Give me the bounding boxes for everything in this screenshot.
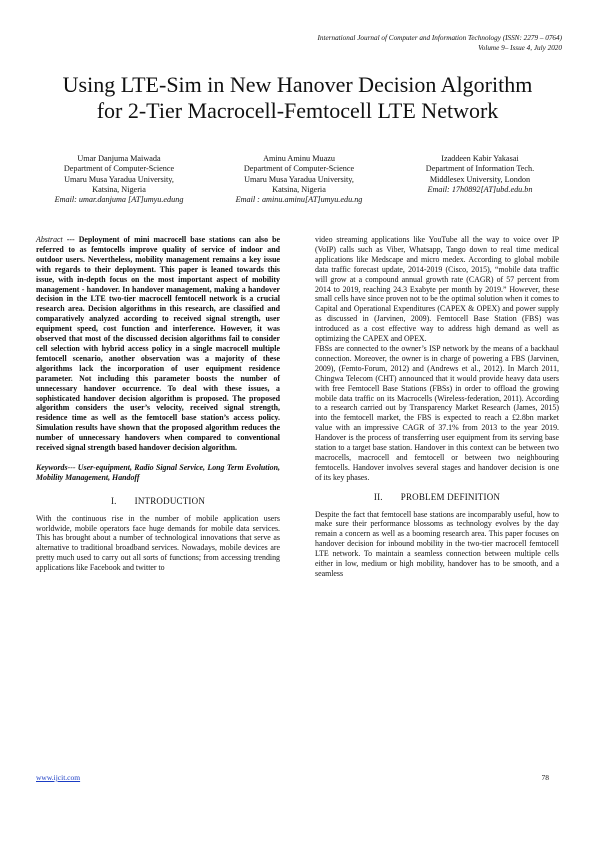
section-heading-introduction <box>36 497 280 507</box>
author-institution: Middlesex University, London <box>429 174 531 184</box>
author-institution: Umaru Musa Yaradua University, <box>64 174 174 184</box>
paper-title <box>20 72 575 124</box>
title-line-1: Using LTE-Sim in New Hanover Decision Algorithm <box>62 72 533 97</box>
problem-paragraph: Despite the fact that femtocell base stations are incomparably useful, how to make sure their performance blossoms as technology evolves by the day remain a concern as well as a booming research area. This paper focuses on handover decision for inbound mobility in the two-tier macrocell femtocell LTE network. To maintain a seamless connection between multiple cells either in low, medium or high mobility, handover has to be smooth, and a seamless <box>315 509 559 578</box>
author-2 <box>214 154 384 205</box>
section-heading-problem-definition <box>315 493 559 503</box>
journal-name: International Journal of Computer and Information Technology (ISSN: 2279 – 0764) <box>317 34 562 42</box>
author-email: Email: 17h0892[AT]ubd.edu.bn <box>427 184 533 194</box>
author-name: Aminu Aminu Muazu <box>263 154 335 163</box>
intro-paragraph-cont: video streaming applications like YouTube all the way to voice over IP (VoIP) calls such as Viber, Whatsapp, Tango down to real time medical applications like Medscape and micro medex. According to global mobile data traffic forecast update, 2014-2019 (Cisco, 2015), “mobile data traffic will grow at a compound annual growth rate (CAGR) of 57 percent from 2014 to 2019, reaching 24.3 Exabyte per month by 2019.” However, these small cells have since proven not to be the optimal solution when it comes to Capital and Operational Expenditures (CAPEX & OPEX) and power supply as discussed in (Jarvinen, 2009). Femtocell Base Station (FBS) was introduced as a cost effective way to address high demand as well as optimizing the CAPEX and OPEX. <box>315 235 559 344</box>
page-number: 78 <box>541 773 549 782</box>
journal-header <box>318 34 563 53</box>
author-3 <box>396 154 564 195</box>
section-number: I. <box>110 495 117 506</box>
right-column <box>315 235 559 579</box>
section-title: INTRODUCTION <box>134 495 206 506</box>
keywords: Keywords--- User-equipment, Radio Signal Service, Long Term Evolution, Mobility Management, Handoff <box>36 462 280 482</box>
left-column <box>36 235 280 573</box>
author-dept: Department of Computer-Science <box>63 164 175 174</box>
author-name: Umar Danjuma Maiwada <box>77 154 161 163</box>
abstract-text: --- Deployment of mini macrocell base stations can also be referred to as femtocells improve quality of service of indoor and outdoor users. Nevertheless, mobility management remains a key issue with regards to their deployment. This paper is leaned towards this issue, with in-depth focus on the most important aspect of mobility management - handover. In handover management, making a handover decision in the LTE two-tier macrocell femtocell network is a crucial research area. Decision algorithms in this research, are classified and comparatively analyzed according to received signal strength, user equipment speed, cost function and interference. However, it was observed that most of the discussed decision algorithms fail to consider cell selection with hybrid access policy in a single macrocell multiple femtocell scenario, another observation was a majority of these algorithms lack the incorporation of user equipment residence parameter. Not including this parameter boosts the number of unnecessary handover occurrence. To deal with these issues, a sophisticated handover decision algorithm is proposed. The proposed algorithm considers the user’s velocity, received signal strength, residence time as well as the femtocell base station’s access policy. Simulation results have shown that the proposed algorithm reduces the number of unnecessary handovers when compared to conventional received signal strength based handover decision algorithm. <box>36 235 280 453</box>
author-location: Katsina, Nigeria <box>272 184 326 194</box>
abstract-label: Abstract <box>36 235 63 244</box>
journal-website-link[interactable]: www.ijcit.com <box>36 773 81 782</box>
author-1 <box>34 154 204 205</box>
author-email: Email: umar.danjuma [AT]umyu.edung <box>54 195 184 205</box>
intro-paragraph: With the continuous rise in the number of mobile application users worldwide, mobile operators face huge demands for mobile data services. This has brought about a number of technological innovations that serve as alternative to traditional broadband services. Nowadays, mobile devices are pretty much used to carry out all sorts of functions; from accessing trending applications like Facebook and twitter to <box>36 513 280 573</box>
section-title: PROBLEM DEFINITION <box>400 491 501 502</box>
title-line-2: for 2-Tier Macrocell-Femtocell LTE Network <box>96 98 499 123</box>
author-dept: Department of Information Tech. <box>425 164 535 174</box>
author-email: Email : aminu.aminu[AT]umyu.edu.ng <box>235 195 363 205</box>
abstract <box>36 235 280 453</box>
section-number: II. <box>373 491 383 502</box>
author-location: Katsina, Nigeria <box>92 184 146 194</box>
journal-volume: Volume 9– Issue 4, July 2020 <box>478 43 562 52</box>
author-dept: Department of Computer-Science <box>243 164 355 174</box>
intro-paragraph-2: FBSs are connected to the owner’s ISP network by the means of a backhaul connection. Moreover, the owner is in charge of powering a FBS (Jarvinen, 2009), (Femto-Forum, 2012) and (Andrews et al., 2012). In March 2011, Chingwa Telecom (CHT) announced that it would provide heavy data users with free Femtocell Base Stations (FBSs) in order to offload the growing mobile data traffic on its Macrocells (Wireless-federation, 2011). According to a research carried out by Transparency Market Research (James, 2015) into the femtocell market, the FBS is expected to reach a £2.8bn market value with an impressive CAGR of 37.1% from 2013 to the year 2019. Handover is the process of transferring user equipment from its serving base station to a target base station. Handover in this context can be between two macrocells, macrocell and femtocell or between two neighbouring femtocells. Handover involves several stages and handover decision is one of its key phases. <box>315 343 559 482</box>
author-name: Izaddeen Kabir Yakasai <box>441 154 519 163</box>
author-block <box>34 154 564 214</box>
author-institution: Umaru Musa Yaradua University, <box>244 174 354 184</box>
